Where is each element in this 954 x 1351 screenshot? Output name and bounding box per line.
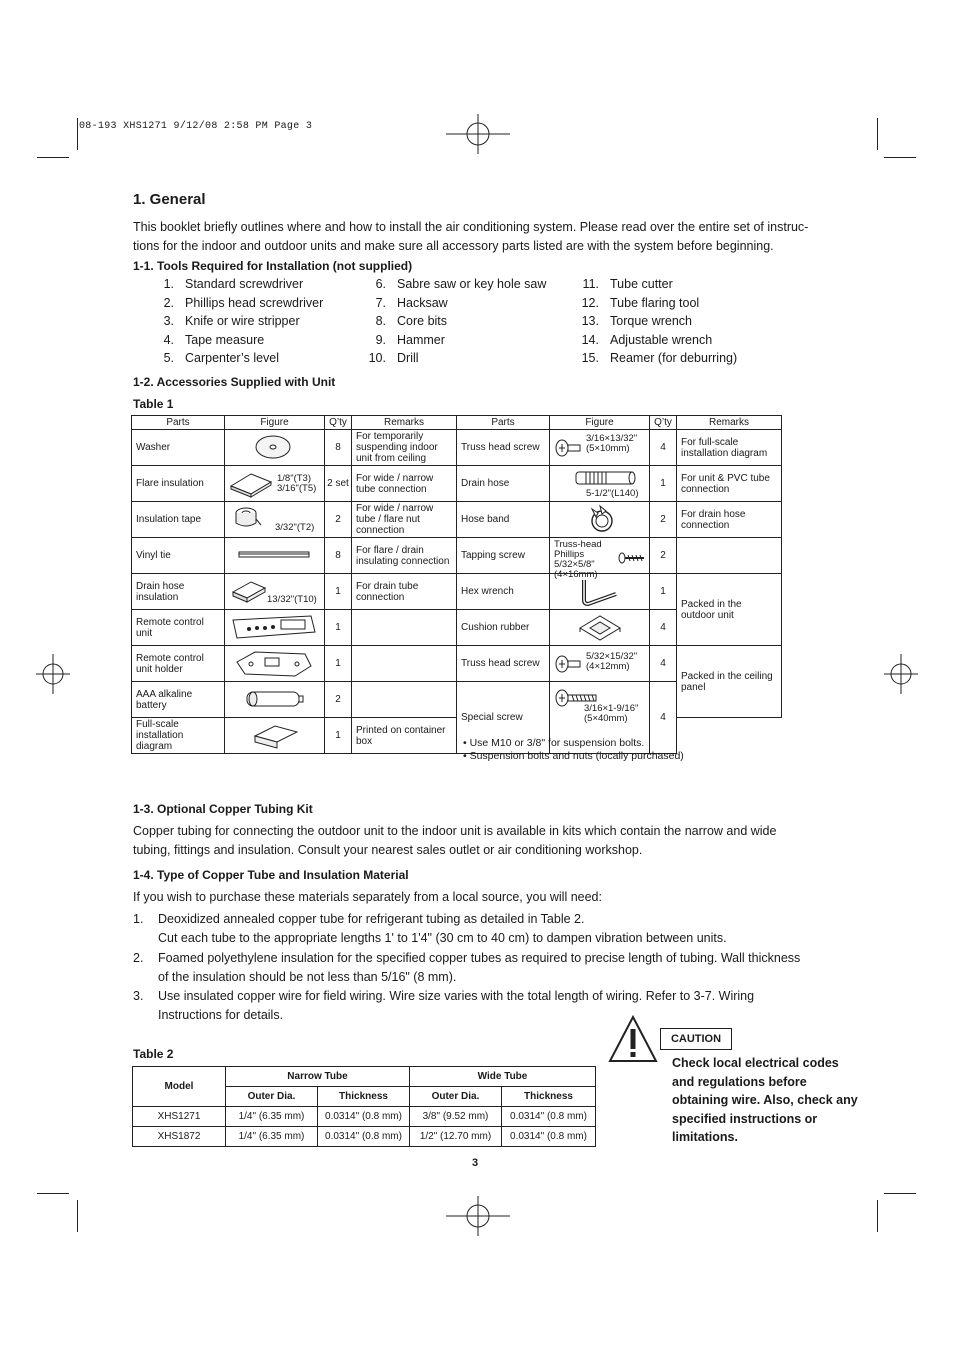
tool-item: 3. Knife or wire stripper [163, 314, 300, 328]
part-name: Truss head screw [457, 646, 550, 682]
tool-item: 4. Tape measure [163, 333, 265, 347]
tool-item: 15. Reamer (for deburring) [581, 351, 738, 365]
copper-tube-table [132, 1066, 596, 1147]
header-thickness: Thickness [318, 1087, 410, 1107]
copper-type-item: 3. Use insulated copper wire for field wiring. Wire size varies with the total length of wiring. Refer to 3-7. Wiring Instructions for details. [133, 989, 755, 1022]
part-remarks: Printed on container box [352, 718, 457, 754]
figure-note: 13/32"(T10) [267, 594, 317, 605]
part-name: Cushion rubber [457, 610, 550, 646]
tool-item: 7. Hacksaw [375, 296, 448, 310]
header-outer-dia: Outer Dia. [410, 1087, 502, 1107]
table2-label: Table 2 [133, 1047, 174, 1061]
intro-paragraph [133, 218, 845, 256]
part-qty: 1 [650, 574, 677, 610]
figure-note: 3/16×13/32" (5×10mm) [586, 433, 638, 454]
copper-type-item: 2. Foamed polyethylene insulation for the specified copper tubes as required to precise length of tubing. Wall thickness of the insulation should be not less than 5/16" (8 mm). [133, 951, 801, 984]
table-row [132, 466, 782, 502]
table-row [132, 502, 782, 538]
tool-item: 8. Core bits [375, 314, 448, 328]
registration-mark-left [36, 654, 70, 694]
crop-mark [37, 157, 69, 158]
tool-item: 10. Drill [368, 351, 419, 365]
tapping-screw-icon [618, 552, 646, 564]
part-qty: 8 [325, 538, 352, 574]
copper-kit-paragraph [133, 822, 845, 860]
registration-mark-bottom [446, 1196, 510, 1236]
hose-band-icon [550, 502, 649, 537]
part-remarks: Packed in the outdoor unit [677, 574, 782, 646]
tool-item: 5. Carpenter’s level [163, 351, 280, 365]
tool-item: 1. Standard screwdriver [163, 277, 304, 291]
part-remarks: For drain tube connection [352, 574, 457, 610]
model-cell: XHS1872 [133, 1127, 226, 1147]
part-remarks: For wide / narrow tube / flare nut connection [352, 502, 457, 538]
part-qty: 4 [650, 682, 677, 754]
crop-mark [37, 1193, 69, 1194]
part-remarks: For temporarily suspending indoor unit from ceiling [352, 430, 457, 466]
remote-control-icon [225, 610, 324, 645]
note-bullet: • Use M10 or 3/8" for suspension bolts. [463, 737, 645, 749]
header-parts: Parts [132, 416, 225, 430]
hex-wrench-figure [550, 574, 650, 610]
part-remarks: For full-scale installation diagram [677, 430, 782, 466]
copper-kit-line: Copper tubing for connecting the outdoor unit to the indoor unit is available in kits which contain the narrow and wide [133, 824, 777, 838]
insulation-tape-figure [225, 502, 325, 538]
tool-item: 11. Tube cutter [582, 277, 673, 291]
part-remarks [352, 682, 457, 718]
part-name: Remote control unit [132, 610, 225, 646]
caution-text: Check local electrical codes and regulations before obtaining wire. Also, check any specified instructions or limitations. [672, 1056, 858, 1144]
figure-note: 5-1/2"(L140) [586, 488, 639, 499]
table-row [132, 430, 782, 466]
remote-holder-figure [225, 646, 325, 682]
header-outer-dia: Outer Dia. [226, 1087, 318, 1107]
header-parts: Parts [457, 416, 550, 430]
part-qty: 4 [650, 646, 677, 682]
header-model: Model [133, 1067, 226, 1107]
header-remarks: Remarks [352, 416, 457, 430]
table-cell: 1/4" (6.35 mm) [226, 1107, 318, 1127]
crop-mark [77, 1200, 78, 1232]
registration-mark-top [446, 114, 510, 154]
crop-mark [77, 118, 78, 150]
copper-type-intro: If you wish to purchase these materials separately from a local source, you will need: [133, 890, 602, 904]
part-name: Insulation tape [132, 502, 225, 538]
part-qty: 2 [325, 502, 352, 538]
washer-icon [225, 430, 324, 465]
part-name: AAA alkaline battery [132, 682, 225, 718]
drain-hose-insulation-icon [231, 578, 267, 604]
figure-note: 3/16×1-9/16" (5×40mm) [584, 703, 639, 724]
table-cell: 1/4" (6.35 mm) [226, 1127, 318, 1147]
caution-label: CAUTION [660, 1028, 732, 1050]
truss-screw-icon [554, 436, 582, 460]
battery-figure [225, 682, 325, 718]
table-cell: 1/2" (12.70 mm) [410, 1127, 502, 1147]
part-remarks [677, 538, 782, 574]
accessories-table [131, 415, 782, 754]
battery-icon [225, 682, 324, 717]
accessories-heading: 1-2. Accessories Supplied with Unit [133, 375, 336, 389]
part-name: Tapping screw [457, 538, 550, 574]
part-qty: 1 [325, 646, 352, 682]
tool-item: 13. Torque wrench [581, 314, 692, 328]
hex-wrench-icon [550, 574, 649, 609]
cushion-rubber-icon [550, 610, 649, 645]
truss-screw-icon [554, 652, 582, 676]
copper-kit-line: tubing, fittings and insulation. Consult your nearest sales outlet or air conditioning workshop. [133, 843, 643, 857]
part-name: Hex wrench [457, 574, 550, 610]
flare-insulation-icon [229, 470, 273, 498]
figure-note: 3/32"(T2) [275, 522, 315, 533]
warning-triangle-icon [607, 1014, 659, 1064]
registration-mark-right [884, 654, 918, 694]
part-remarks: Packed in the ceiling panel [677, 646, 782, 718]
vinyl-tie-figure [225, 538, 325, 574]
drain-hose-figure [550, 466, 650, 502]
truss-screw-figure [550, 430, 650, 466]
drain-hose-insulation-figure [225, 574, 325, 610]
crop-mark [877, 1200, 878, 1232]
drain-hose-icon [572, 468, 638, 488]
header-remarks: Remarks [677, 416, 782, 430]
part-qty: 1 [325, 718, 352, 754]
figure-note: Truss-head Phillips 5/32×5/8" (4×16mm) [554, 539, 602, 580]
part-name: Special screw [457, 682, 550, 754]
part-qty: 2 set [325, 466, 352, 502]
part-name: Washer [132, 430, 225, 466]
part-name: Drain hose [457, 466, 550, 502]
part-name: Flare insulation [132, 466, 225, 502]
page-number: 3 [472, 1157, 479, 1169]
header-qty: Q’ty [325, 416, 352, 430]
part-qty: 4 [650, 610, 677, 646]
flare-insulation-figure [225, 466, 325, 502]
crop-mark [877, 118, 878, 150]
table-row [133, 1107, 596, 1127]
remote-control-figure [225, 610, 325, 646]
table-cell: 0.0314" (0.8 mm) [318, 1127, 410, 1147]
tool-item: 9. Hammer [375, 333, 445, 347]
part-remarks: For drain hose connection [677, 502, 782, 538]
part-name: Remote control unit holder [132, 646, 225, 682]
part-qty: 2 [650, 502, 677, 538]
table-cell: 0.0314" (0.8 mm) [502, 1127, 596, 1147]
installation-diagram-figure [225, 718, 325, 754]
truss-screw-small-figure [550, 646, 650, 682]
diagram-box-icon [225, 718, 324, 753]
part-name: Hose band [457, 502, 550, 538]
print-slug: 08-193 XHS1271 9/12/08 2:58 PM Page 3 [79, 121, 313, 132]
tapping-screw-figure [550, 538, 650, 580]
part-name: Drain hose insulation [132, 574, 225, 610]
part-qty: 2 [325, 682, 352, 718]
page-title: 1. General [133, 191, 206, 208]
intro-line: tions for the indoor and outdoor units and make sure all accessory parts listed are with the system before beginning. [133, 239, 774, 253]
figure-note: 1/8"(T3) 3/16"(T5) [277, 473, 317, 494]
part-name: Full-scale installation diagram [132, 718, 225, 754]
table1-label: Table 1 [133, 397, 174, 411]
tools-heading: 1-1. Tools Required for Installation (not supplied) [133, 259, 413, 273]
part-remarks: For unit & PVC tube connection [677, 466, 782, 502]
header-figure: Figure [225, 416, 325, 430]
header-thickness: Thickness [502, 1087, 596, 1107]
part-qty: 1 [325, 574, 352, 610]
part-qty: 8 [325, 430, 352, 466]
note-bullet: • Suspension bolts and nuts (locally purchased) [463, 750, 684, 762]
part-qty: 4 [650, 430, 677, 466]
part-remarks: For wide / narrow tube connection [352, 466, 457, 502]
figure-note: 5/32×15/32" (4×12mm) [586, 651, 638, 672]
table-cell: 0.0314" (0.8 mm) [502, 1107, 596, 1127]
model-cell: XHS1271 [133, 1107, 226, 1127]
part-name: Truss head screw [457, 430, 550, 466]
washer-figure [225, 430, 325, 466]
hose-band-figure [550, 502, 650, 538]
table-cell: 3/8" (9.52 mm) [410, 1107, 502, 1127]
part-remarks [352, 646, 457, 682]
header-figure: Figure [550, 416, 650, 430]
table-row [132, 574, 782, 610]
header-qty: Q’ty [650, 416, 677, 430]
table-row [132, 646, 782, 682]
part-remarks: For flare / drain insulating connection [352, 538, 457, 574]
insulation-tape-icon [233, 505, 263, 531]
table-cell: 0.0314" (0.8 mm) [318, 1107, 410, 1127]
remote-holder-icon [225, 646, 324, 681]
tool-item: 12. Tube flaring tool [581, 296, 700, 310]
table-row [133, 1127, 596, 1147]
intro-line: This booklet briefly outlines where and how to install the air conditioning system. Please read over the entire set of instruc- [133, 220, 809, 234]
cushion-rubber-figure [550, 610, 650, 646]
tool-item: 6. Sabre saw or key hole saw [375, 277, 547, 291]
part-qty: 1 [325, 610, 352, 646]
tool-item: 14. Adjustable wrench [581, 333, 713, 347]
header-wide-tube: Wide Tube [410, 1067, 596, 1087]
part-remarks [352, 610, 457, 646]
copper-type-heading: 1-4. Type of Copper Tube and Insulation Material [133, 868, 409, 882]
copper-type-item: 1. Deoxidized annealed copper tube for refrigerant tubing as detailed in Table 2. Cut each tube to the appropriate lengths 1' to 1'4" (30 cm to 40 cm) to dampen vibration between units. [133, 912, 727, 945]
tool-item: 2. Phillips head screwdriver [163, 296, 324, 310]
part-qty: 1 [650, 466, 677, 502]
part-qty: 2 [650, 538, 677, 574]
header-narrow-tube: Narrow Tube [226, 1067, 410, 1087]
table-row [132, 538, 782, 574]
crop-mark [884, 157, 916, 158]
vinyl-tie-icon [225, 538, 324, 573]
crop-mark [884, 1193, 916, 1194]
copper-kit-heading: 1-3. Optional Copper Tubing Kit [133, 802, 313, 816]
part-name: Vinyl tie [132, 538, 225, 574]
